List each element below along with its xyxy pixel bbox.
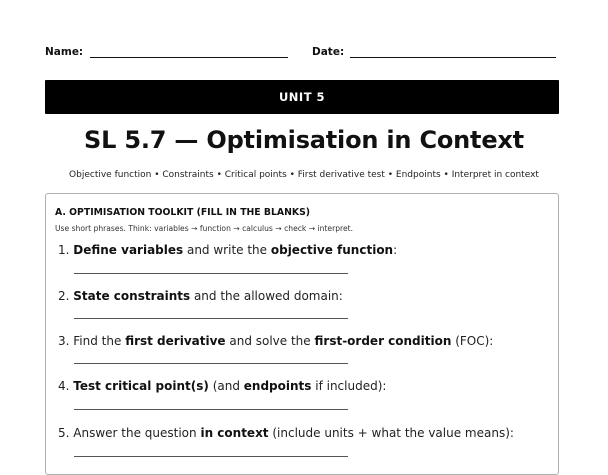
item-keyword: in context [200,426,269,440]
item-text: and the allowed domain: [190,289,343,303]
answer-line-5[interactable] [74,456,348,457]
item-keyword: endpoints [243,379,312,393]
toolkit-item-3 [58,334,493,348]
name-field-line[interactable] [90,57,288,58]
item-text: and write the [183,243,271,257]
date-field-line[interactable] [350,57,556,58]
unit-banner: UNIT 5 [45,80,559,114]
toolkit-item-2 [58,289,343,303]
item-keyword: first derivative [125,334,226,348]
section-title: A. OPTIMISATION TOOLKIT (FILL IN THE BLANKS) [55,207,311,218]
item-keyword: Define variables [73,243,184,257]
section-hint: Use short phrases. Think: variables → function → calculus → check → interpret. [55,224,354,233]
toolkit-item-5 [58,426,514,440]
item-number: 5. [58,426,74,440]
item-keyword: first-order condition [314,334,452,348]
toolkit-item-4 [58,379,386,393]
item-keyword: Test critical point(s) [73,379,209,393]
item-text: (include units + what the value means): [268,426,514,440]
item-number: 4. [58,379,74,393]
answer-line-1[interactable] [74,273,348,274]
answer-line-2[interactable] [74,318,348,319]
item-number: 3. [58,334,74,348]
toolkit-item-1 [58,243,397,257]
answer-line-4[interactable] [74,409,348,410]
item-text: : [393,243,398,257]
name-label: Name: [45,46,84,58]
name-date-row [45,45,559,63]
item-keyword: objective function [270,243,394,257]
item-text: (FOC): [451,334,494,348]
item-text: if included): [311,379,387,393]
item-text: Answer the question [73,426,201,440]
item-text: (and [208,379,244,393]
item-number: 1. [58,243,74,257]
item-number: 2. [58,289,74,303]
item-text: Find the [73,334,126,348]
item-keyword: State constraints [73,289,191,303]
section-a-panel [45,193,559,475]
topic-list: Objective function • Constraints • Critical points • First derivative test • Endpoints • Interpret in context [69,170,539,180]
item-text: and solve the [225,334,315,348]
page-title: SL 5.7 — Optimisation in Context [84,126,524,154]
date-label: Date: [312,46,345,58]
answer-line-3[interactable] [74,363,348,364]
